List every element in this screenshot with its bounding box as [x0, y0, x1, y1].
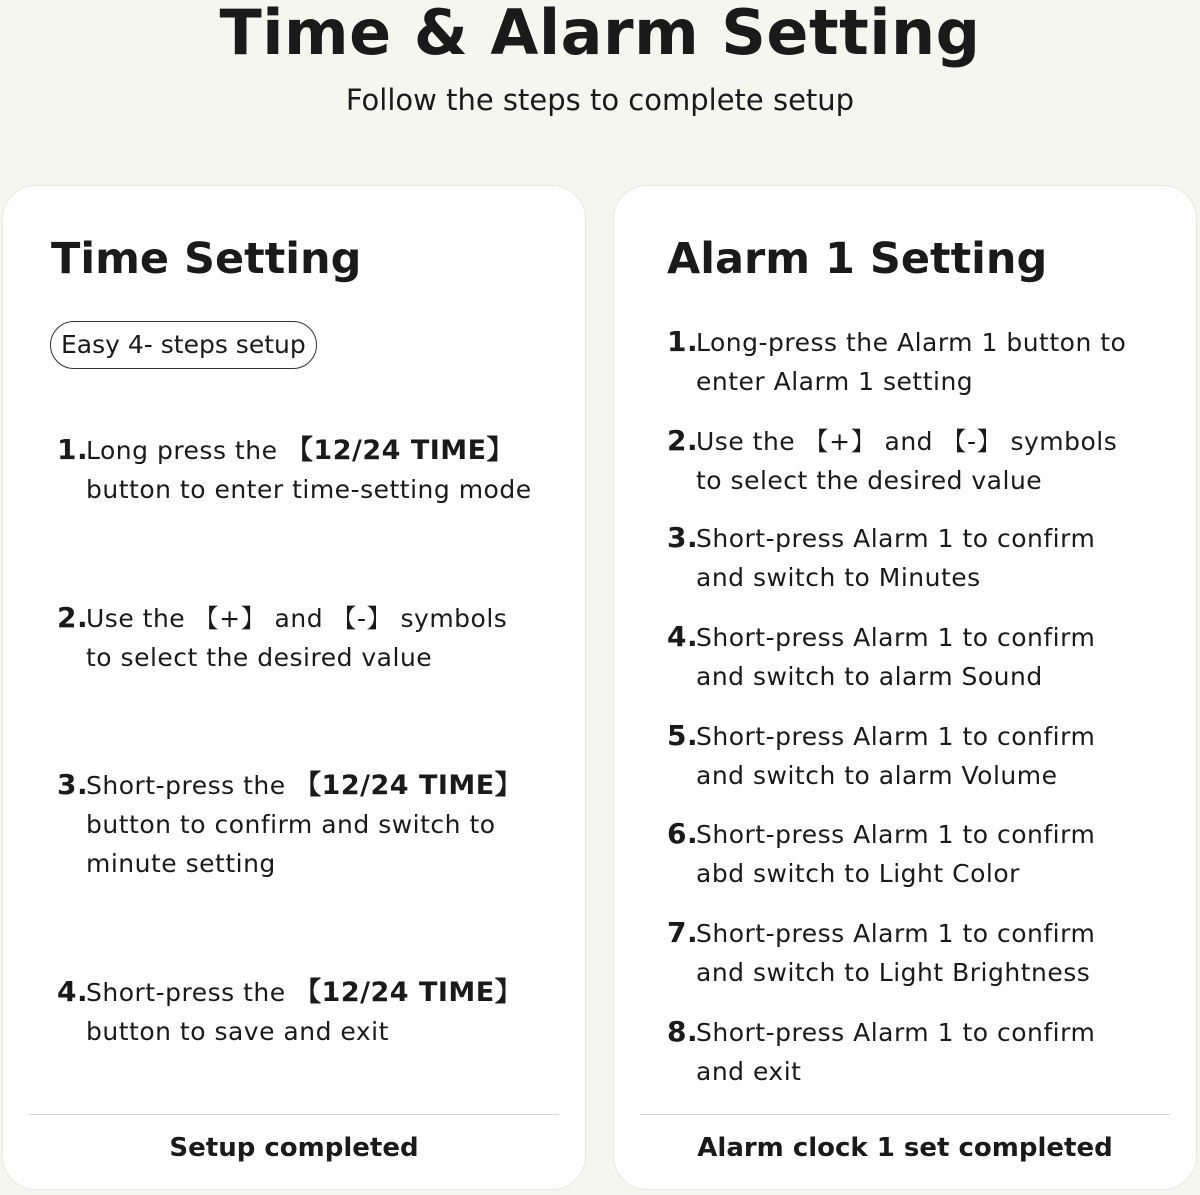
- alarm-step-4: [667, 617, 1095, 696]
- step-number: 3.: [57, 768, 89, 801]
- step-number: 5.: [667, 719, 699, 752]
- step-text: Short-press Alarm 1 to confirm: [696, 524, 1096, 553]
- step-text: Short-press Alarm 1 to confirm: [696, 919, 1096, 948]
- alarm-step-7: [667, 913, 1095, 992]
- step-text: enter Alarm 1 setting: [696, 367, 974, 396]
- step-text: Short-press Alarm 1 to confirm: [696, 820, 1096, 849]
- step-text: and exit: [696, 1057, 802, 1086]
- alarm-setup-footer: Alarm clock 1 set completed: [697, 1133, 1113, 1163]
- time-setup-footer: Setup completed: [169, 1133, 419, 1163]
- button-label: 【+】 and 【-】: [193, 604, 393, 633]
- page-title: Time & Alarm Setting: [219, 0, 981, 69]
- button-label: 【12/24 TIME】: [285, 435, 515, 466]
- step-text: button to enter time-setting mode: [86, 475, 532, 504]
- steps-badge: Easy 4- steps setup: [50, 321, 317, 369]
- step-number: 3.: [667, 521, 699, 554]
- step-text: Use the 【+】 and 【-】 symbols: [696, 427, 1118, 456]
- time-step-1: [57, 430, 532, 509]
- step-text: button to confirm and switch to: [86, 810, 496, 839]
- step-text: and switch to Light Brightness: [696, 958, 1091, 987]
- step-text: and switch to alarm Sound: [696, 662, 1043, 691]
- step-number: 7.: [667, 916, 699, 949]
- step-text: to select the desired value: [696, 466, 1043, 495]
- step-text: and switch to alarm Volume: [696, 761, 1058, 790]
- alarm-step-1: [667, 322, 1126, 401]
- alarm-step-8: [667, 1012, 1095, 1091]
- step-number: 2.: [667, 424, 699, 457]
- step-number: 4.: [667, 620, 699, 653]
- step-text: button to save and exit: [86, 1017, 389, 1046]
- time-setting-title: Time Setting: [51, 234, 362, 284]
- step-text: and switch to Minutes: [696, 563, 981, 592]
- step-number: 1.: [57, 433, 89, 466]
- step-number: 8.: [667, 1015, 699, 1048]
- divider: [29, 1114, 559, 1115]
- button-label: 【12/24 TIME】: [294, 770, 523, 801]
- page-subtitle: Follow the steps to complete setup: [345, 83, 855, 117]
- step-text: Use the: [86, 604, 194, 633]
- alarm-setting-title: Alarm 1 Setting: [667, 234, 1048, 284]
- alarm-step-5: [667, 716, 1095, 795]
- step-text: Short-press the: [86, 771, 295, 800]
- step-text: Short-press Alarm 1 to confirm: [696, 722, 1096, 751]
- step-number: 4.: [57, 975, 89, 1008]
- step-text: Short-press Alarm 1 to confirm: [696, 1018, 1096, 1047]
- step-text: to select the desired value: [86, 643, 433, 672]
- step-text: symbols: [392, 604, 508, 633]
- step-text: minute setting: [86, 849, 276, 878]
- step-text: Long-press the Alarm 1 button to: [696, 328, 1127, 357]
- step-text: abd switch to Light Color: [696, 859, 1020, 888]
- step-text: Short-press Alarm 1 to confirm: [696, 623, 1096, 652]
- time-step-2: [57, 598, 507, 677]
- time-step-3: [57, 765, 522, 883]
- button-label: 【12/24 TIME】: [294, 977, 523, 1008]
- step-text: Long press the: [86, 436, 286, 465]
- alarm-setting-card: [613, 185, 1197, 1190]
- step-number: 6.: [667, 817, 699, 850]
- step-number: 1.: [667, 325, 699, 358]
- step-number: 2.: [57, 601, 89, 634]
- time-step-4: [57, 972, 522, 1051]
- time-setting-card: [2, 185, 586, 1190]
- alarm-step-6: [667, 814, 1095, 893]
- alarm-step-3: [667, 518, 1095, 597]
- divider: [640, 1114, 1170, 1115]
- alarm-step-2: [667, 421, 1117, 500]
- step-text: Short-press the: [86, 978, 295, 1007]
